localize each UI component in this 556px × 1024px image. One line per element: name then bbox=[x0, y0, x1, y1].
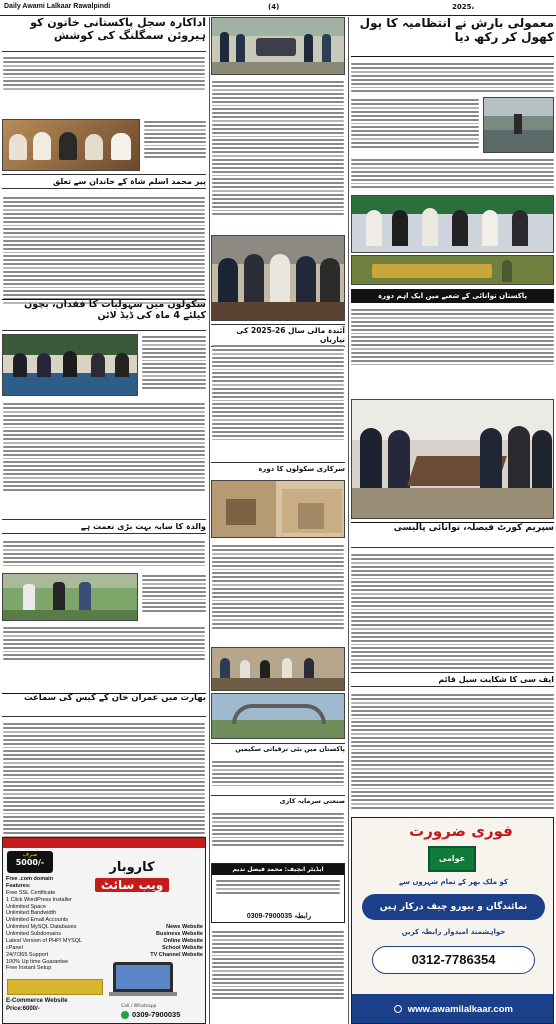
ad-feature-item: Unlimited Space bbox=[6, 903, 47, 910]
photo-police-scene bbox=[211, 17, 345, 75]
headline-col1-top bbox=[2, 17, 206, 52]
headline-col2-d-text: صنعتی سرمایہ کاری bbox=[279, 797, 345, 805]
ad-feature-item: Unlimited Email Accounts bbox=[6, 917, 69, 924]
masthead-title: Daily Awami Lalkaar Rawalpindi bbox=[4, 3, 111, 10]
ad-feature-item: cPanel bbox=[6, 944, 23, 951]
headline-col1-d bbox=[2, 693, 206, 717]
ad-jobs[interactable] bbox=[351, 817, 554, 1024]
whatsapp-icon bbox=[121, 1011, 129, 1019]
photo-graveyard bbox=[2, 573, 138, 621]
headline-col3-d-text: ایف سی کا شکایت سیل قائم bbox=[438, 675, 554, 684]
ad-jobs-url[interactable]: www.awamilalkaar.com bbox=[407, 1004, 513, 1015]
ad-jobs-band-text: نمائندگان و بیورو چیف درکار ہیں bbox=[379, 902, 528, 912]
ad-feature-item: 1 Click WordPress Installer bbox=[6, 896, 72, 903]
ad-title-1: کاروبار bbox=[109, 860, 155, 875]
ad-feature-item: 100% Up time Guarantee bbox=[6, 958, 69, 965]
editor-title: ایڈیٹر انچیف: محمد فیصل ندیم bbox=[212, 864, 344, 875]
headline-col2-b bbox=[211, 462, 345, 475]
headline-col2-a-text: آئندہ مالی سال 26-2025 کی تیاریاں bbox=[236, 326, 345, 344]
ad-title-2: ویب سائٹ bbox=[95, 878, 169, 892]
ad-service-item: Business Website bbox=[156, 930, 203, 937]
laptop-icon bbox=[113, 962, 173, 992]
ad-service-item: School Website bbox=[162, 944, 203, 951]
ad-jobs-title: فوری ضرورت bbox=[409, 822, 513, 840]
article-text-block bbox=[3, 55, 205, 92]
ad-feature-item: Free SSL Certificate bbox=[6, 889, 56, 896]
ad-discount-banner bbox=[7, 979, 103, 995]
editor-phone-label: رابطہ bbox=[293, 913, 312, 920]
masthead-date: 2025، bbox=[452, 3, 475, 11]
headline-col1-a bbox=[2, 174, 206, 189]
editor-phone[interactable]: 0309-7900035 bbox=[246, 913, 293, 920]
column-right bbox=[349, 17, 556, 1024]
photo-ceremony bbox=[351, 195, 554, 253]
ad-jobs-logo bbox=[428, 846, 476, 872]
photo-flooded-street bbox=[483, 97, 554, 153]
ad-feature-item: Unlimited Subdomains bbox=[6, 931, 62, 937]
ad-website[interactable] bbox=[2, 837, 206, 1024]
ad-jobs-band bbox=[362, 894, 545, 920]
ad-feature-item: 24/7/365 Support bbox=[6, 951, 49, 958]
ad-jobs-note: خواہشمند امیدوار رابطہ کریں bbox=[401, 928, 506, 936]
editor-info-box bbox=[211, 863, 345, 923]
ad-feature-list bbox=[6, 876, 102, 972]
ad-price-badge bbox=[7, 851, 53, 873]
photo-school-building bbox=[211, 480, 345, 538]
ad-service-item: News Website bbox=[166, 924, 203, 930]
ad-feature-item: Unlimited Bandwidth bbox=[6, 910, 57, 917]
ad-jobs-phone-text[interactable]: 0312-7786354 bbox=[411, 952, 496, 967]
headline-col2-c-text: پاکستان میں نئی ترقیاتی سکیمیں bbox=[235, 745, 345, 753]
headline-col1-a-text: پیر محمد اسلم شاہ کے خاندان سے تعلق bbox=[52, 177, 206, 186]
ad-jobs-sub: کو ملک بھر کے تمام شہروں سے bbox=[399, 878, 508, 886]
photo-classroom bbox=[211, 647, 345, 691]
globe-icon bbox=[394, 1005, 402, 1013]
headline-col3-b-text: پاکستان توانائی کے شعبے میں ایک اہم دورہ bbox=[377, 292, 528, 300]
photo-conference-room bbox=[351, 399, 554, 519]
headline-col1-c bbox=[2, 519, 206, 534]
headline-col3-top-text: معمولی بارش نے انتظامیہ کا پول کھول کر رکھ دیا bbox=[359, 17, 554, 44]
ad-price-label: صرف bbox=[22, 851, 38, 858]
ad-service-list bbox=[121, 924, 203, 958]
ad-call-label: Call / Whatsapp bbox=[121, 1004, 157, 1009]
headline-col1-b-text: سکولوں میں سہولیات کا فقدان، بچوں کیلئے 4 ماہ کی ڈیڈ لائن bbox=[24, 299, 206, 321]
column-middle bbox=[210, 17, 347, 1024]
headline-col1-top-text: اداکارہ سجل پاکستانی خاتون کو ہیروئن سمگلنگ کی کوشش bbox=[30, 17, 206, 42]
headline-col3-c bbox=[351, 522, 554, 548]
ad-feature-item: Free Instant Setup bbox=[6, 965, 52, 972]
masthead bbox=[0, 0, 556, 16]
ad-feature-item: Latest Version of PHP/ MYSQL bbox=[6, 937, 83, 944]
photo-press-conference bbox=[2, 334, 138, 396]
photo-bridge bbox=[211, 693, 345, 739]
headline-col1-b bbox=[2, 299, 206, 331]
ad-phone[interactable]: 0309-7900035 bbox=[132, 1010, 181, 1019]
column-left bbox=[0, 17, 208, 1024]
ad-jobs-brand: عوامی bbox=[438, 854, 466, 863]
headline-col3-d bbox=[351, 672, 554, 687]
ad-domain: Free .com domain bbox=[6, 876, 54, 882]
photo-ceremony-2 bbox=[351, 255, 554, 285]
headline-col1-c-text: والدہ کا سایہ بہت بڑی نعمت ہے bbox=[80, 522, 206, 531]
ad-jobs-phone[interactable] bbox=[372, 946, 535, 974]
headline-col2-b-text: سرکاری سکولوں کا دورہ bbox=[258, 465, 345, 473]
ad-ecommerce-price: Price:6000/- bbox=[6, 1005, 40, 1012]
ad-ecommerce bbox=[6, 998, 110, 1013]
headline-col3-b bbox=[351, 289, 554, 303]
photo-group-portraits bbox=[2, 119, 140, 171]
headline-col3-c-text: سپریم کورٹ فیصلہ، توانائی پالیسی bbox=[393, 523, 554, 533]
photo-officials-meeting bbox=[211, 235, 345, 321]
ad-price: 5000/- bbox=[15, 858, 45, 867]
headline-col2-c bbox=[211, 743, 345, 755]
ad-feature-item: Features: bbox=[6, 882, 31, 889]
ad-jobs-url-bar[interactable] bbox=[352, 994, 554, 1024]
page-number: (4) bbox=[268, 3, 280, 11]
ad-ecommerce-label: E-Commerce Website bbox=[6, 998, 68, 1004]
headline-col1-d-text: بھارت میں عمران خان کے کیس کی سماعت bbox=[23, 693, 206, 703]
ad-feature-item: Unlimited MySQL Databases bbox=[6, 924, 77, 931]
headline-col2-d bbox=[211, 795, 345, 807]
ad-service-item: Online Website bbox=[163, 937, 203, 944]
headline-col3-top bbox=[351, 17, 554, 57]
ad-service-item: TV Channel Website bbox=[150, 951, 203, 958]
